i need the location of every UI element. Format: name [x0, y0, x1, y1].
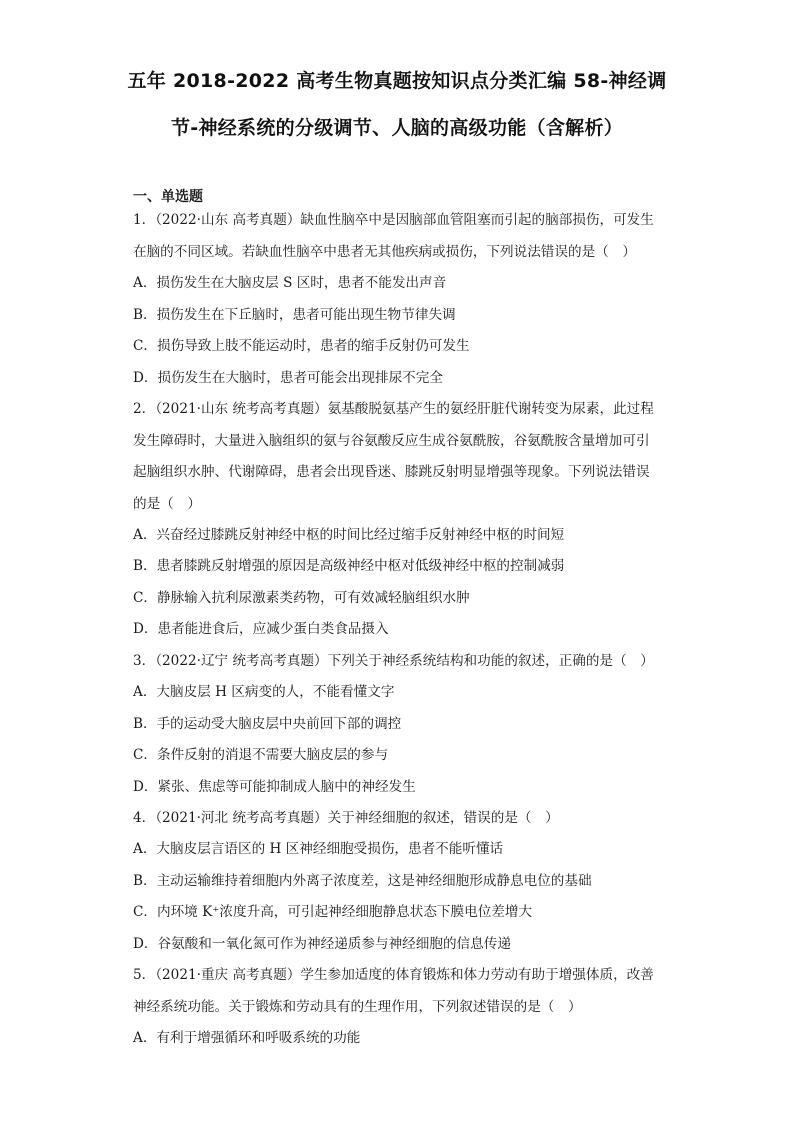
question-1-stem-line-2: 在脑的不同区域。若缺血性脑卒中患者无其他疾病或损伤，下列说法错误的是（ ） [133, 244, 636, 260]
document-title-line-2: 节-神经系统的分级调节、人脑的高级功能（含解析） [170, 117, 624, 139]
question-3-option-a: A．大脑皮层 H 区病变的人，不能看懂文字 [133, 684, 395, 700]
question-5-stem-line-1: 5．（2021·重庆 高考真题）学生参加适度的体育锻炼和体力劳动有助于增强体质，改善 [133, 967, 654, 983]
question-4-option-c: C．内环境 K⁺浓度升高，可引起神经细胞静息状态下膜电位差增大 [133, 904, 533, 920]
question-2-option-d: D．患者能进食后，应减少蛋白类食品摄入 [133, 621, 389, 637]
question-1-option-d: D．损伤发生在大脑时，患者可能会出现排尿不完全 [133, 370, 443, 386]
question-1-stem-line-1: 1．（2022·山东 高考真题）缺血性脑卒中是因脑部血管阻塞而引起的脑部损伤，可发生 [133, 212, 654, 228]
question-1-option-c: C．损伤导致上肢不能运动时，患者的缩手反射仍可发生 [133, 338, 470, 354]
question-1-option-b: B．损伤发生在下丘脑时，患者可能出现生物节律失调 [133, 307, 456, 323]
question-4-option-d: D．谷氨酸和一氧化氮可作为神经递质参与神经细胞的信息传递 [133, 936, 511, 952]
question-2-stem-line-1: 2．（2021·山东 统考高考真题）氨基酸脱氨基产生的氨经肝脏代谢转变为尿素，此过程 [133, 401, 654, 417]
section-heading: 一、单选题 [133, 189, 203, 205]
question-4-option-b: B．主动运输维持着细胞内外离子浓度差，这是神经细胞形成静息电位的基础 [133, 873, 592, 889]
question-4-stem-line-1: 4．（2021·河北 统考高考真题）关于神经细胞的叙述，错误的是（ ） [133, 810, 559, 826]
question-5-option-a: A．有利于增强循环和呼吸系统的功能 [133, 1030, 361, 1046]
question-3-stem-line-1: 3．（2022·辽宁 统考高考真题）下列关于神经系统结构和功能的叙述，正确的是（ ） [133, 653, 654, 669]
question-4-option-a: A．大脑皮层言语区的 H 区神经细胞受损伤，患者不能听懂话 [133, 841, 504, 857]
document-title-line-1: 五年 2018-2022 高考生物真题按知识点分类汇编 58-神经调 [127, 70, 667, 92]
question-2-option-b: B．患者膝跳反射增强的原因是高级神经中枢对低级神经中枢的控制减弱 [133, 558, 565, 574]
question-2-option-a: A．兴奋经过膝跳反射神经中枢的时间比经过缩手反射神经中枢的时间短 [133, 527, 565, 543]
question-5-stem-line-2: 神经系统功能。关于锻炼和劳动具有的生理作用，下列叙述错误的是（ ） [133, 999, 582, 1015]
question-3-option-b: B．手的运动受大脑皮层中央前回下部的调控 [133, 716, 402, 732]
question-2-stem-line-3: 起脑组织水肿、代谢障碍，患者会出现昏迷、膝跳反射明显增强等现象。下列说法错误 [133, 464, 650, 480]
question-2-option-c: C．静脉输入抗利尿激素类药物，可有效减轻脑组织水肿 [133, 590, 470, 606]
question-2-stem-line-4: 的是（ ） [133, 496, 201, 512]
question-1-option-a: A．损伤发生在大脑皮层 S 区时，患者不能发出声音 [133, 275, 447, 291]
question-3-option-d: D．紧张、焦虑等可能抑制成人脑中的神经发生 [133, 779, 416, 795]
question-3-option-c: C．条件反射的消退不需要大脑皮层的参与 [133, 747, 389, 763]
question-2-stem-line-2: 发生障碍时，大量进入脑组织的氨与谷氨酸反应生成谷氨酰胺，谷氨酰胺含量增加可引 [133, 433, 650, 449]
